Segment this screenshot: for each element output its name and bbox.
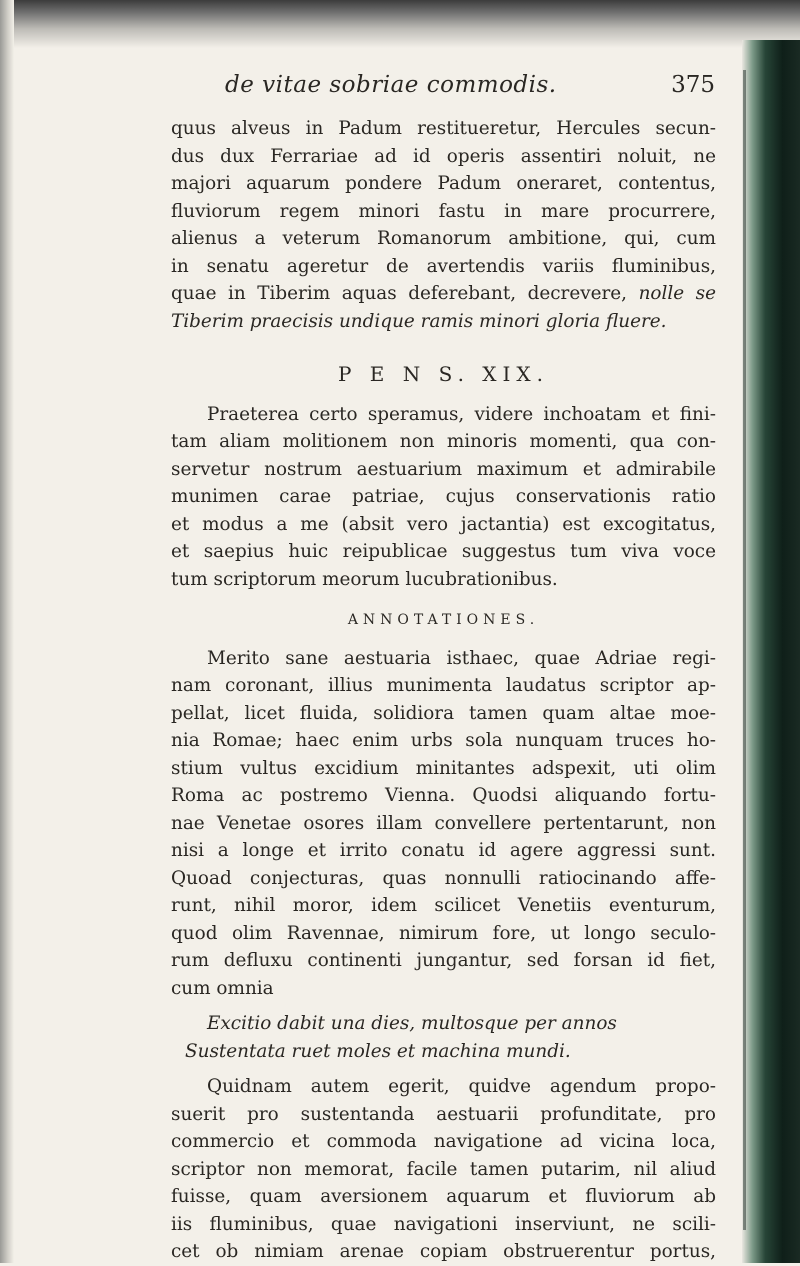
text-line: Quidnam autem egerit, quidve agendum propo-: [207, 1076, 716, 1097]
text-line: fuisse, quam aversionem aquarum et fluviorum ab: [171, 1186, 716, 1207]
verse-quote: [171, 1010, 716, 1065]
text-line: stium vultus excidium minitantes adspexit, uti olim: [171, 757, 716, 779]
book-binding-edge: [742, 40, 800, 1263]
paragraph-3: [171, 645, 716, 1003]
section-title: P E N S. XIX.: [337, 362, 550, 386]
text-line: rum defluxu continenti jungantur, sed forsan id fiet,: [171, 950, 716, 971]
text-line: suerit pro sustentanda aestuarii profunditate, pro: [171, 1103, 716, 1125]
annotations-title: ANNOTATIONES.: [347, 612, 540, 628]
text-line: alienus a veterum Romanorum ambitione, qui, cum: [171, 228, 716, 249]
text-line: cum omnia: [171, 977, 274, 999]
text-line: nisi a longe et irrito conatu id agere aggressi sunt.: [171, 840, 716, 861]
page-left-shadow: [0, 0, 14, 1263]
text-line: cet ob nimiam arenae copiam obstruerentur portus,: [171, 1241, 716, 1262]
text-line: et saepius huic reipublicae suggestus tum viva voce: [171, 541, 716, 562]
text-line: in senatu ageretur de avertendis variis fluminibus,: [171, 255, 716, 277]
text-line: nia Romae; haec enim urbs sola nunquam truces ho-: [171, 730, 716, 751]
text-line: commercio et commoda navigatione ad vicina loca,: [171, 1131, 716, 1152]
text-line: munimen carae patriae, cujus conservationis ratio: [171, 486, 716, 507]
page-header: [160, 72, 715, 106]
text-line: Roma ac postremo Vienna. Quodsi aliquando fortu-: [171, 785, 716, 806]
text-line: nae Venetae osores illam convellere pertentarunt, non: [171, 812, 716, 834]
paragraph-1: [171, 115, 716, 335]
text-line: [171, 308, 716, 336]
text-line: servetur nostrum aestuarium maximum et admirabile: [171, 458, 716, 480]
text-line: iis fluminibus, quae navigationi inserviunt, ne scili-: [171, 1213, 716, 1235]
text-line: majori aquarum pondere Padum oneraret, contentus,: [171, 173, 716, 194]
page-top-shadow: [0, 0, 800, 48]
text-segment: quae in Tiberim aquas deferebant, decrevere,: [171, 283, 628, 304]
binding-crease: [743, 70, 746, 1230]
text-line: runt, nihil moror, idem scilicet Venetiis eventurum,: [171, 895, 716, 916]
running-head: de vitae sobriae commodis.: [225, 72, 557, 98]
text-line: quus alveus in Padum restitueretur, Hercules secun-: [171, 118, 716, 139]
page-body: [171, 115, 716, 1266]
text-line: fluviorum regem minori fastu in mare procurrere,: [171, 200, 716, 222]
text-line: scriptor non memorat, facile tamen putarim, nil aliud: [171, 1158, 716, 1180]
verse-line: Sustentata ruet moles et machina mundi.: [185, 1040, 571, 1062]
italic-quote: nolle se: [638, 283, 716, 304]
text-line: [171, 280, 716, 308]
text-line: dus dux Ferrariae ad id operis assentiri noluit, ne: [171, 145, 716, 167]
text-line: Praeterea certo speramus, videre inchoatam et fini-: [207, 403, 716, 425]
page-number: 375: [671, 72, 715, 98]
text-line: quod olim Ravennae, nimirum fore, ut longo seculo-: [171, 922, 716, 944]
text-line: et modus a me (absit vero jactantia) est excogitatus,: [171, 513, 716, 535]
text-line: Quoad conjecturas, quas nonnulli ratiocinando affe-: [171, 867, 716, 889]
text-line: tum scriptorum meorum lucubrationibus.: [171, 568, 558, 590]
paragraph-2: [171, 401, 716, 594]
paragraph-4: [171, 1073, 716, 1266]
text-line: Merito sane aestuaria isthaec, quae Adriae regi-: [207, 647, 716, 669]
italic-quote: Tiberim praecisis undique ramis minori gloria fluere.: [171, 310, 667, 332]
text-line: nam coronant, illius munimenta laudatus scriptor ap-: [171, 675, 716, 696]
text-line: tam aliam molitionem non minoris momenti, qua con-: [171, 431, 716, 452]
text-line: pellat, licet fluida, solidiora tamen quam altae moe-: [171, 702, 716, 724]
verse-line: Excitio dabit una dies, multosque per annos: [207, 1013, 617, 1034]
